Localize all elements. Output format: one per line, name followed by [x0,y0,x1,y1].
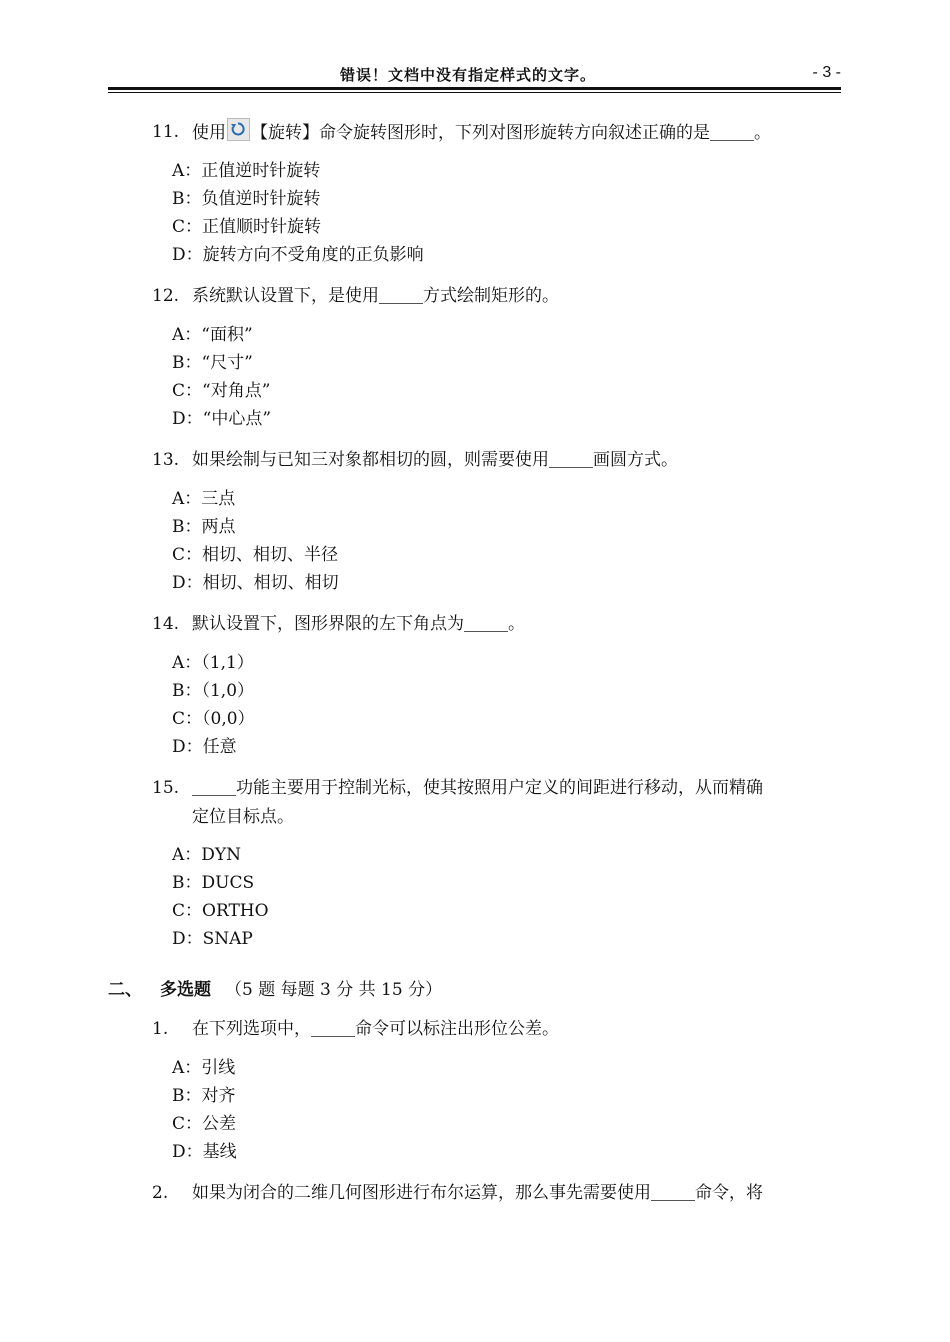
option-a: A：正值逆时针旋转 [172,161,321,181]
question-body-line2: 定位目标点。 [192,807,294,827]
multi-question-1 [152,1015,842,1044]
option-c: C：相切、相切、半径 [172,545,339,565]
option-a: A：“面积” [172,325,253,345]
option-b: B：DUCS [172,873,255,893]
option-a: A：引线 [172,1058,236,1078]
question-body: 如果为闭合的二维几何图形进行布尔运算，那么事先需要使用 [192,1183,651,1203]
question-body-end: 画圆方式。 [593,450,678,470]
question-11 [152,118,842,147]
option-d: D：基线 [172,1142,237,1162]
answer-blank [379,289,423,304]
option-b: B：负值逆时针旋转 [172,189,321,209]
question-12 [152,282,842,311]
header-rule-thin [108,92,841,93]
question-body-end: 命令可以标注出形位公差。 [355,1019,559,1039]
question-prefix: 使用 [192,123,226,143]
question-14 [152,610,842,639]
question-15 [152,774,842,827]
option-d: D：SNAP [172,929,253,949]
option-b: B：（1,0） [172,681,255,701]
option-d: D：任意 [172,737,237,757]
option-c: C：正值顺时针旋转 [172,217,322,237]
section-heading [108,977,848,1003]
option-b: B：“尺寸” [172,353,253,373]
question-body: 如果绘制与已知三对象都相切的圆，则需要使用 [192,450,549,470]
question-text [192,282,842,311]
question-number: 11. [152,122,180,142]
answer-blank [464,617,508,632]
question-text [192,118,842,148]
option-a: A：DYN [172,845,242,865]
header-rule-thick [108,87,841,90]
page-number: - 3 - [812,64,841,81]
option-c: C：ORTHO [172,901,269,921]
question-body: 【旋转】命令旋转图形时，下列对图形旋转方向叙述正确的是 [251,123,710,143]
question-body-end: 。 [508,614,525,634]
question-body-end: 方式绘制矩形的。 [423,286,559,306]
question-number: 1. [152,1019,169,1039]
question-text [192,1015,842,1044]
question-suffix: 。 [754,123,771,143]
question-body: 在下列选项中， [192,1019,311,1039]
section-number: 二、 [108,980,142,1000]
question-text [192,1179,842,1208]
rotate-icon [227,118,250,141]
page-header [108,64,841,86]
option-a: A：（1,1） [172,653,254,673]
question-13 [152,446,842,475]
question-number: 14. [152,614,180,634]
answer-blank [192,781,236,796]
question-number: 13. [152,450,180,470]
question-text [192,610,842,639]
question-number: 15. [152,778,180,798]
option-c: C：“对角点” [172,381,271,401]
option-c: C：公差 [172,1114,237,1134]
answer-blank [311,1022,355,1037]
question-body: 功能主要用于控制光标，使其按照用户定义的间距进行移动，从而精确 [236,778,763,798]
option-a: A：三点 [172,489,236,509]
question-body: 默认设置下，图形界限的左下角点为 [192,614,464,634]
option-d: D：旋转方向不受角度的正负影响 [172,245,424,265]
multi-question-2 [152,1179,842,1208]
question-text [192,774,842,832]
question-number: 2. [152,1183,169,1203]
question-text [192,446,842,475]
option-b: B：对齐 [172,1086,236,1106]
question-body: 系统默认设置下，是使用 [192,286,379,306]
answer-blank [651,1186,695,1201]
option-b: B：两点 [172,517,236,537]
answer-blank [710,126,754,141]
header-title: 错误！文档中没有指定样式的文字。 [340,66,597,84]
question-number: 12. [152,286,180,306]
section-title: 多选题 [160,980,211,1000]
section-info: （5 题 每题 3 分 共 15 分） [225,980,443,1000]
question-body-end: 命令，将 [695,1183,763,1203]
option-d: D：“中心点” [172,409,272,429]
option-c: C：（0,0） [172,709,255,729]
option-d: D：相切、相切、相切 [172,573,339,593]
answer-blank [549,453,593,468]
